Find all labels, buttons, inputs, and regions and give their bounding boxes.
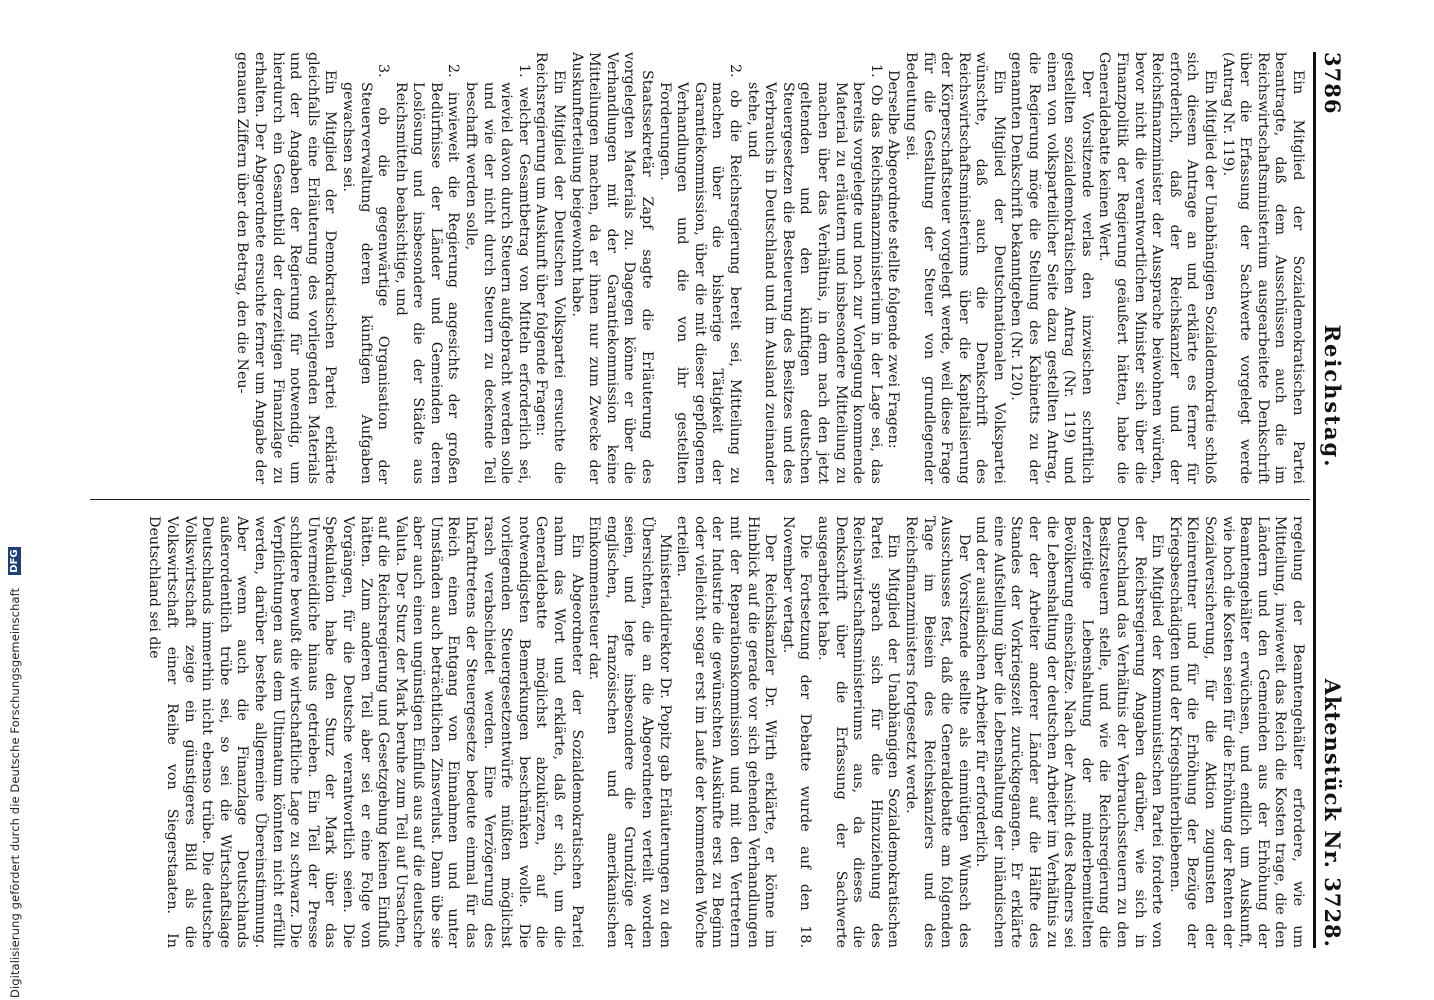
paragraph: Der Reichskanzler Dr. Wirth erklärte, er könne im Hinblick auf die gerade vor sich gehenden Verhandlungen mit der Reparationskommission und mit den Vertretern der Industrie die gewünschten Auskünfte erst zu Beginn oder vielleicht sogar erst im Laufe der kommenden Woche erteilen. bbox=[674, 516, 779, 948]
page-number: 3786 bbox=[1320, 52, 1345, 115]
paragraph: Ein Mitglied der Unabhängigen Sozialdemokratie schloß sich diesem Antrage an und erklärte es ferner für erforderlich, daß der Reichskanzler und der Reichsfinanzminister der Aussprache beiwohnen würden, bevor nicht die verantwortlichen Minister sich über die Finanzpolitik der Regierung geäußert hätten, habe die Generaldebatte keinen Wert. bbox=[1096, 52, 1219, 484]
running-title: Reichstag. bbox=[1320, 324, 1345, 469]
right-column bbox=[90, 516, 1306, 948]
paragraph: Ein Abgeordneter der Sozialdemokratischen Partei nahm das Wort und erklärte, daß er sich, um die Generaldebatte möglichst abzukürzen, auf die notwendigsten Bemerkungen beschränken wolle. Die vorliegenden Steuergesetzentwürfe müßten möglichst rasch verabschiedet werden. Eine Verzögerung des Inkrafttretens der Steuergesetze bedeute einmal für das Reich einen Entgang von Einnahmen und unter Umständen auch beträchtlichen Zinsverlust. Dann übe sie aber auch einen ungünstigen Einfluß aus auf die deutsche Valuta. Der Sturz der Mark beruhe zum Teil auf Ursachen, auf die Reichsregierung und Gesetzgebung keinen Einfluß hätten. Zum anderen Teil aber sei er eine Folge von Vorgängen, für die Deutsche verantwortlich seien. Die Spekulation habe den Sturz der Mark über das Unvermeidliche hinaus getrieben. Ein Teil der Presse schildere bewußt die wirtschaftliche Lage zu schwarz. Die Verpflichtungen aus dem Ultimatum könnten nicht erfüllt werden, darüber bestehe allgemeine Übereinstimmung. Aber wenn auch die Finanzlage Deutschlands außerordentlich trübe sei, so sei die Wirtschaftslage Deutschlands immerhin nicht ebenso trübe. Die deutsche Volkswirtschaft zeige ein günstigeres Bild als die Volkswirtschaft einer Reihe von Siegerstaaten. In Deutschland sei die bbox=[146, 516, 585, 948]
digitization-note: Digitalisierung gefördert durch die Deutsche Forschungsgemeinschaft bbox=[7, 587, 22, 998]
list-item: 3. ob die gegenwärtige Organisation der Steuerverwaltung deren künftigen Aufgaben gewachsen sei. bbox=[339, 64, 392, 484]
paragraph: Der Vorsitzende verlas den inzwischen schriftlich gestellten sozialdemokratischen Antrag (Nr. 119) und einen von volksparteilicher Seite dazu gestellten Antrag, die Regierung möge die Stellung des Kabinetts zu der genannten Denkschrift bekanntgeben (Nr. 120). bbox=[1008, 52, 1095, 484]
question-list bbox=[338, 52, 532, 484]
document-number: Aktenstück Nr. 3728. bbox=[1320, 678, 1345, 948]
header-rule bbox=[1313, 52, 1316, 948]
page-content bbox=[90, 52, 1350, 948]
page-header bbox=[1320, 52, 1350, 948]
footer-rotator bbox=[4, 0, 24, 998]
column-divider bbox=[90, 499, 1310, 500]
paragraph: regelung der Beamtengehälter erfordere, wie um Mitteilung, inwieweit das Reich die Kosten trage, die den Ländern und den Gemeinden aus der Erhöhung der Beamtengehälter erwüchsen, und endlich um Auskunft, wie hoch die Kosten seien für die Erhöhung der Renten der Sozialversicherung, für die Aktion zugunsten der Kleinrentner und für die Erhöhung der Bezüge der Kriegsbeschädigten und der Kriegshinterbliebenen. bbox=[1166, 516, 1306, 948]
paragraph: Ein Mitglied der Deutschnationalen Volkspartei wünschte, daß auch die Denkschrift des Reichswirtschaftsministeriums über die Kapitalisierung der Körperschaftsteuer vorgelegt werde, weil diese Frage für die Gestaltung der Steuer von grundlegender Bedeutung sei. bbox=[902, 52, 1007, 484]
list-item: 2. ob die Reichsregierung bereit sei, Mitteilung zu machen über die bisherige Tätigkeit der Garantiekommission, über die mit dieser gepflogenen Verhandlungen und die von ihr gestellten Forderungen. bbox=[656, 64, 743, 484]
paragraph: Ein Mitglied der Deutschen Volkspartei ersuchte die Reichsregierung um Auskunft über folgende Fragen: bbox=[533, 52, 568, 484]
paragraph: Ein Mitglied der Kommunistischen Partei forderte von der Reichsregierung Angaben darüber, wie sich in Deutschland das Verhältnis der Verbrauchssteuern zu den Besitzsteuern stelle, und wie die Reichsregierung die derzeitige Lebenshaltung der minderbemittelten Bevölkerung einschätze. Nach der Ansicht des Redners sei die Lebenshaltung der deutschen Arbeiter im Verhältnis zu der der Arbeiter anderer Länder auf die Hälfte des Standes der Vorkriegszeit zurückgegangen. Er erklärte eine Aufstellung über die Lebenshaltung der inländischen und der ausländischen Arbeiter für erforderlich. bbox=[973, 516, 1166, 948]
left-column bbox=[90, 52, 1306, 484]
paragraph: Staatssekretär Zapf sagte die Erläuterung des vorgelegten Materials zu. Dagegen könne er über die Verhandlungen mit der Garantiekommission keine Mitteilungen machen, da er ihnen nur zum Zwecke der Auskunfterteilung beigewohnt habe. bbox=[568, 52, 656, 484]
dfg-logo-icon: DFG bbox=[9, 549, 20, 573]
paragraph: Ein Mitglied der Unabhängigen Sozialdemokratischen Partei sprach sich für die Hinzuziehung des Reichswirtschaftsministeriums aus, da dieses die Denkschrift über die Erfassung der Sachwerte ausgearbeitet habe. bbox=[814, 516, 902, 948]
list-item: 1. Ob das Reichsfinanzministerium in der Lage sei, das bereits vorgelegte und noch zur Vorlegung kommende Material zu erläutern und insbesondere Mitteilung zu machen über das Verhältnis, in dem nach den jetzt geltenden und den künftigen deutschen Steuergesetzen die Besteuerung des Besitzes und des Verbrauchs in Deutschland und im Ausland zueinander stehe, und bbox=[744, 64, 884, 484]
paragraph: Derselbe Abgeordnete stellte folgende zwei Fragen: bbox=[885, 70, 902, 449]
paragraph: Ein Mitglied der Sozialdemokratischen Partei beantragte, daß dem Ausschüssen auch die im Reichswirtschaftsministerium ausgearbeitete Denkschrift über die Erfassung der Sachwerte vorgelegt werde (Antrag Nr. 119). bbox=[1219, 52, 1306, 484]
question-list bbox=[655, 52, 884, 484]
paragraph: Ein Mitglied der Demokratischen Partei erklärte gleichfalls eine Erläuterung des vorliegenden Materials und der Angaben der Regierung für notwendig, um hierdurch ein Gesamtbild der derzeitigen Finanzlage zu erhalten. Der Abgeordnete ersuchte ferner um Angabe der genauen Ziffern über den Betrag, den die Neu- bbox=[234, 52, 339, 484]
paragraph: Die Fortsetzung der Debatte wurde auf den 18. November vertagt. bbox=[779, 516, 814, 948]
paragraph: Der Vorsitzende stellte als einmütigen Wunsch des Ausschusses fest, daß die Generaldebatte am folgenden Tage im Beisein des Reichskanzlers und des Reichsfinanzministers fortgesetzt werde. bbox=[902, 516, 972, 948]
paragraph: Ministerialdirektor Dr. Popitz gab Erläuterungen zu den Übersichten, die an die Abgeordneten verteilt worden seien, und legte insbesondere die Grundzüge der englischen, französischen und amerikanischen Einkommensteuer dar. bbox=[586, 516, 673, 948]
list-item: 1. welcher Gesamtbetrag von Mitteln erforderlich sei, wieviel davon durch Steuern aufgebracht werden solle und wie der nicht durch Steuern zu deckende Teil beschafft werden solle, bbox=[463, 64, 532, 484]
list-item: 2. inwieweit die Regierung angesichts der großen Bedürfnisse der Länder und Gemeinden deren Loslösung und insbesondere die der Städte aus Reichsmitteln beabsichtige, und bbox=[392, 64, 462, 484]
